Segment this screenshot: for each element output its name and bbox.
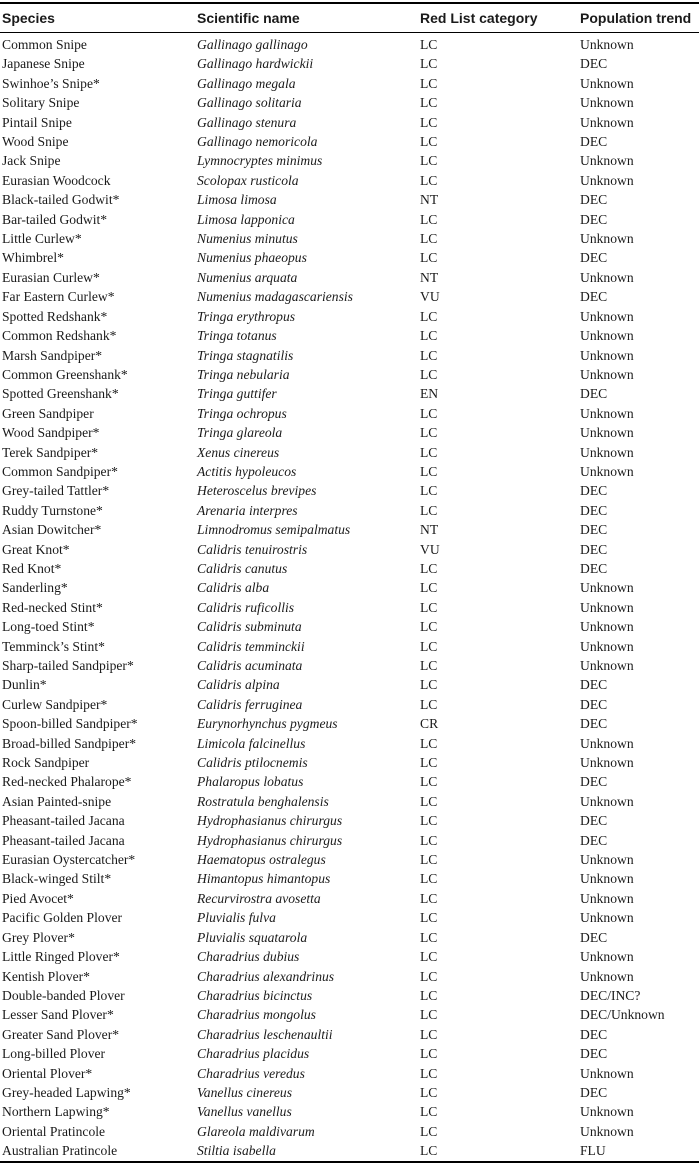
cell-scientific-name: Hydrophasianus chirurgus — [197, 832, 343, 848]
cell-red-list-category: LC — [420, 696, 438, 712]
cell-population-trend: Unknown — [580, 114, 634, 130]
table-row — [0, 33, 699, 55]
cell-red-list-category: EN — [420, 386, 439, 402]
cell-species: Pheasant-tailed Jacana — [2, 832, 125, 848]
table-row — [0, 656, 699, 675]
table-row — [0, 132, 699, 151]
cell-population-trend: Unknown — [580, 1065, 634, 1081]
cell-species: Pacific Golden Plover — [2, 910, 123, 926]
table-row — [0, 869, 699, 888]
table-row — [0, 1083, 699, 1102]
cell-scientific-name: Heteroscelus brevipes — [197, 483, 317, 499]
cell-scientific-name: Charadrius bicinctus — [197, 987, 313, 1003]
cell-red-list-category: LC — [420, 308, 438, 324]
table-row — [0, 1064, 699, 1083]
cell-population-trend: DEC/Unknown — [580, 1007, 665, 1023]
cell-red-list-category: LC — [420, 599, 438, 615]
cell-red-list-category: LC — [420, 832, 438, 848]
cell-red-list-category: LC — [420, 852, 438, 868]
cell-red-list-category: LC — [420, 56, 438, 72]
table-row — [0, 93, 699, 112]
cell-population-trend: Unknown — [580, 328, 634, 344]
cell-population-trend: Unknown — [580, 968, 634, 984]
cell-species: Red Knot* — [2, 560, 62, 576]
cell-species: Great Knot* — [2, 541, 70, 557]
cell-species: Eurasian Curlew* — [2, 269, 100, 285]
cell-scientific-name: Numenius minutus — [197, 231, 298, 247]
table-row — [0, 404, 699, 423]
cell-scientific-name: Phalaropus lobatus — [197, 774, 304, 790]
table-row — [0, 1102, 699, 1121]
cell-population-trend: DEC — [580, 832, 608, 848]
table-row — [0, 423, 699, 442]
cell-species: Lesser Sand Plover* — [2, 1007, 114, 1023]
cell-scientific-name: Gallinago nemoricola — [197, 134, 318, 150]
cell-population-trend: Unknown — [580, 366, 634, 382]
cell-population-trend: Unknown — [580, 599, 634, 615]
cell-scientific-name: Gallinago gallinago — [197, 37, 308, 52]
cell-species: Double-banded Plover — [2, 987, 125, 1003]
cell-scientific-name: Charadrius mongolus — [197, 1007, 316, 1023]
cell-red-list-category: LC — [420, 949, 438, 965]
cell-scientific-name: Actitis hypoleucos — [197, 463, 297, 479]
cell-population-trend: Unknown — [580, 405, 634, 421]
cell-population-trend: Unknown — [580, 463, 634, 479]
cell-red-list-category: LC — [420, 1104, 438, 1120]
cell-species: Grey Plover* — [2, 929, 75, 945]
cell-scientific-name: Calidris subminuta — [197, 619, 302, 635]
cell-red-list-category: LC — [420, 580, 438, 596]
cell-scientific-name: Pluvialis fulva — [197, 910, 276, 926]
cell-red-list-category: LC — [420, 347, 438, 363]
cell-population-trend: Unknown — [580, 444, 634, 460]
table-row — [0, 578, 699, 597]
cell-red-list-category: LC — [420, 638, 438, 654]
cell-species: Whimbrel* — [2, 250, 64, 266]
cell-population-trend: DEC — [580, 774, 608, 790]
cell-scientific-name: Numenius phaeopus — [197, 250, 307, 266]
cell-species: Black-winged Stilt* — [2, 871, 112, 887]
cell-red-list-category: LC — [420, 560, 438, 576]
table-row — [0, 443, 699, 462]
cell-species: Long-toed Stint* — [2, 619, 95, 635]
table-row — [0, 171, 699, 190]
cell-population-trend: Unknown — [580, 231, 634, 247]
cell-species: Greater Sand Plover* — [2, 1026, 120, 1042]
cell-scientific-name: Tringa stagnatilis — [197, 347, 294, 363]
cell-scientific-name: Numenius arquata — [197, 269, 298, 285]
table-row — [0, 540, 699, 559]
cell-red-list-category: NT — [420, 192, 439, 208]
table-row — [0, 365, 699, 384]
table-row — [0, 520, 699, 539]
cell-scientific-name: Tringa ochropus — [197, 405, 287, 421]
table-row — [0, 210, 699, 229]
table-row — [0, 384, 699, 403]
table-row — [0, 675, 699, 694]
cell-population-trend: DEC — [580, 483, 608, 499]
cell-scientific-name: Glareola maldivarum — [197, 1123, 315, 1139]
cell-species: Asian Painted-snipe — [2, 793, 112, 809]
cell-scientific-name: Calidris alba — [197, 580, 270, 596]
cell-species: Long-billed Plover — [2, 1046, 106, 1062]
cell-red-list-category: LC — [420, 328, 438, 344]
cell-red-list-category: LC — [420, 231, 438, 247]
cell-red-list-category: LC — [420, 405, 438, 421]
cell-scientific-name: Calidris canutus — [197, 560, 288, 576]
cell-species: Japanese Snipe — [2, 56, 85, 72]
cell-population-trend: Unknown — [580, 735, 634, 751]
cell-species: Sanderling* — [2, 580, 68, 596]
cell-scientific-name: Recurvirostra avosetta — [197, 890, 321, 906]
cell-scientific-name: Scolopax rusticola — [197, 172, 299, 188]
cell-red-list-category: LC — [420, 1123, 438, 1139]
cell-scientific-name: Gallinago megala — [197, 75, 296, 91]
cell-red-list-category: LC — [420, 211, 438, 227]
cell-population-trend: Unknown — [580, 425, 634, 441]
table-body — [0, 33, 699, 1162]
table-row — [0, 714, 699, 733]
table-row — [0, 928, 699, 947]
cell-population-trend: DEC — [580, 929, 608, 945]
cell-red-list-category: LC — [420, 677, 438, 693]
cell-population-trend: DEC — [580, 696, 608, 712]
table-row — [0, 248, 699, 267]
cell-species: Jack Snipe — [2, 153, 61, 169]
cell-species: Pheasant-tailed Jacana — [2, 813, 125, 829]
table-row — [0, 151, 699, 170]
cell-species: Common Redshank* — [2, 328, 117, 344]
cell-scientific-name: Hydrophasianus chirurgus — [197, 813, 343, 829]
cell-species: Eurasian Woodcock — [2, 172, 111, 188]
cell-species: Ruddy Turnstone* — [2, 502, 103, 518]
cell-population-trend: Unknown — [580, 37, 634, 52]
cell-scientific-name: Calidris acuminata — [197, 658, 303, 673]
cell-red-list-category: LC — [420, 929, 438, 945]
cell-population-trend: Unknown — [580, 1123, 634, 1139]
cell-species: Black-tailed Godwit* — [2, 192, 120, 208]
table-row — [0, 1044, 699, 1063]
cell-scientific-name: Rostratula benghalensis — [197, 793, 329, 809]
cell-red-list-category: LC — [420, 1046, 438, 1062]
header-row — [0, 3, 699, 33]
cell-red-list-category: LC — [420, 871, 438, 887]
cell-species: Oriental Plover* — [2, 1065, 93, 1081]
table-row — [0, 1005, 699, 1024]
cell-scientific-name: Calidris tenuirostris — [197, 541, 308, 557]
table-row — [0, 908, 699, 927]
cell-species: Eurasian Oystercatcher* — [2, 852, 136, 868]
table-row — [0, 501, 699, 520]
cell-species: Spotted Greenshank* — [2, 386, 119, 402]
table-row — [0, 326, 699, 345]
cell-population-trend: DEC — [580, 522, 608, 538]
cell-scientific-name: Haematopus ostralegus — [197, 852, 326, 868]
cell-population-trend: DEC — [580, 677, 608, 693]
header-red-list-category: Red List category — [418, 3, 578, 33]
cell-population-trend: DEC — [580, 813, 608, 829]
cell-species: Asian Dowitcher* — [2, 522, 102, 538]
cell-population-trend: DEC — [580, 289, 608, 305]
cell-species: Temminck’s Stint* — [2, 638, 105, 654]
cell-red-list-category: LC — [420, 37, 438, 52]
cell-population-trend: Unknown — [580, 949, 634, 965]
cell-red-list-category: LC — [420, 658, 438, 673]
cell-scientific-name: Limosa lapponica — [197, 211, 295, 227]
cell-population-trend: DEC — [580, 134, 608, 150]
cell-scientific-name: Tringa guttifer — [197, 386, 277, 402]
table-row — [0, 617, 699, 636]
cell-scientific-name: Pluvialis squatarola — [197, 929, 308, 945]
cell-population-trend: FLU — [578, 1141, 699, 1161]
cell-species: Common Greenshank* — [2, 366, 128, 382]
cell-scientific-name: Charadrius leschenaultii — [197, 1026, 333, 1042]
cell-scientific-name: Numenius madagascariensis — [197, 289, 353, 305]
cell-red-list-category: LC — [420, 444, 438, 460]
table-row — [0, 695, 699, 714]
cell-species: Solitary Snipe — [2, 95, 80, 111]
cell-red-list-category: LC — [420, 987, 438, 1003]
cell-red-list-category: LC — [420, 463, 438, 479]
cell-population-trend: DEC — [580, 1046, 608, 1062]
cell-scientific-name: Calidris alpina — [197, 677, 280, 693]
cell-species: Pintail Snipe — [2, 114, 72, 130]
table-row — [0, 734, 699, 753]
cell-population-trend: DEC/INC? — [580, 987, 641, 1003]
cell-red-list-category: LC — [418, 1141, 578, 1161]
table-row — [0, 190, 699, 209]
cell-population-trend: DEC — [580, 1084, 608, 1100]
cell-population-trend: DEC — [580, 502, 608, 518]
cell-red-list-category: LC — [420, 502, 438, 518]
table-header — [0, 3, 699, 33]
cell-scientific-name: Limnodromus semipalmatus — [197, 522, 351, 538]
cell-species: Spoon-billed Sandpiper* — [2, 716, 138, 732]
table-row — [0, 1025, 699, 1044]
cell-species: Far Eastern Curlew* — [2, 289, 115, 305]
table-row — [0, 113, 699, 132]
header-population-trend: Population trend — [578, 3, 699, 33]
cell-species: Bar-tailed Godwit* — [2, 211, 108, 227]
cell-scientific-name: Xenus cinereus — [197, 444, 280, 460]
table-row — [0, 287, 699, 306]
cell-scientific-name: Charadrius placidus — [197, 1046, 310, 1062]
cell-population-trend: DEC — [580, 386, 608, 402]
cell-red-list-category: LC — [420, 968, 438, 984]
cell-population-trend: Unknown — [580, 755, 634, 771]
cell-population-trend: DEC — [580, 211, 608, 227]
cell-population-trend: Unknown — [580, 852, 634, 868]
header-scientific-name: Scientific name — [195, 3, 418, 33]
cell-red-list-category: LC — [420, 483, 438, 499]
cell-species: Red-necked Stint* — [2, 599, 103, 615]
cell-scientific-name: Lymnocryptes minimus — [197, 153, 323, 169]
cell-population-trend: DEC — [580, 560, 608, 576]
table-row — [0, 986, 699, 1005]
cell-population-trend: DEC — [580, 716, 608, 732]
cell-red-list-category: CR — [420, 716, 439, 732]
cell-scientific-name: Charadrius alexandrinus — [197, 968, 335, 984]
cell-scientific-name: Tringa glareola — [197, 425, 283, 441]
cell-red-list-category: LC — [420, 1084, 438, 1100]
cell-red-list-category: LC — [420, 134, 438, 150]
cell-red-list-category: NT — [420, 522, 439, 538]
cell-species: Grey-headed Lapwing* — [2, 1084, 131, 1100]
cell-species: Green Sandpiper — [2, 405, 94, 421]
cell-species: Sharp-tailed Sandpiper* — [2, 658, 134, 673]
table-row — [0, 74, 699, 93]
table-row — [0, 967, 699, 986]
table-row — [0, 792, 699, 811]
cell-scientific-name: Tringa erythropus — [197, 308, 296, 324]
cell-scientific-name: Tringa nebularia — [197, 366, 290, 382]
cell-red-list-category: LC — [420, 1026, 438, 1042]
cell-species: Red-necked Phalarope* — [2, 774, 132, 790]
cell-population-trend: DEC — [580, 541, 608, 557]
cell-species: Pied Avocet* — [2, 890, 74, 906]
table-row — [0, 1122, 699, 1141]
table-row — [0, 889, 699, 908]
cell-species: Dunlin* — [2, 677, 47, 693]
cell-population-trend: Unknown — [580, 793, 634, 809]
cell-species: Australian Pratincole — [0, 1141, 195, 1161]
cell-population-trend: Unknown — [580, 910, 634, 926]
cell-scientific-name: Tringa totanus — [197, 328, 277, 344]
cell-population-trend: DEC — [580, 1026, 608, 1042]
cell-population-trend: Unknown — [580, 658, 634, 673]
cell-species: Broad-billed Sandpiper* — [2, 735, 137, 751]
cell-scientific-name: Gallinago hardwickii — [197, 56, 314, 72]
cell-red-list-category: LC — [420, 619, 438, 635]
table-row — [0, 346, 699, 365]
cell-population-trend: DEC — [580, 250, 608, 266]
table-row — [0, 462, 699, 481]
cell-population-trend: Unknown — [580, 619, 634, 635]
cell-species: Northern Lapwing* — [2, 1104, 110, 1120]
cell-scientific-name: Calidris temminckii — [197, 638, 305, 654]
cell-species: Marsh Sandpiper* — [2, 347, 103, 363]
cell-scientific-name: Vanellus cinereus — [197, 1084, 293, 1100]
table-row — [0, 229, 699, 248]
cell-red-list-category: LC — [420, 172, 438, 188]
table-row — [0, 772, 699, 791]
cell-red-list-category: LC — [420, 774, 438, 790]
table-row — [0, 559, 699, 578]
cell-species: Wood Snipe — [2, 134, 69, 150]
cell-red-list-category: LC — [420, 735, 438, 751]
table-row — [0, 753, 699, 772]
cell-scientific-name: Charadrius veredus — [197, 1065, 305, 1081]
cell-species: Curlew Sandpiper* — [2, 696, 108, 712]
cell-red-list-category: LC — [420, 75, 438, 91]
table-row — [0, 637, 699, 656]
cell-scientific-name: Charadrius dubius — [197, 949, 300, 965]
cell-scientific-name: Gallinago stenura — [197, 114, 297, 130]
cell-scientific-name: Himantopus himantopus — [197, 871, 331, 887]
cell-red-list-category: LC — [420, 250, 438, 266]
header-species: Species — [0, 3, 195, 33]
cell-red-list-category: LC — [420, 755, 438, 771]
table-row — [0, 850, 699, 869]
cell-population-trend: Unknown — [580, 75, 634, 91]
cell-red-list-category: LC — [420, 366, 438, 382]
cell-population-trend: Unknown — [580, 308, 634, 324]
cell-red-list-category: LC — [420, 793, 438, 809]
table-row — [0, 481, 699, 500]
cell-population-trend: Unknown — [580, 347, 634, 363]
cell-scientific-name: Calidris ptilocnemis — [197, 755, 308, 771]
cell-scientific-name: Eurynorhynchus pygmeus — [197, 716, 338, 732]
cell-scientific-name: Stiltia isabella — [195, 1141, 418, 1161]
cell-species: Rock Sandpiper — [2, 755, 90, 771]
cell-scientific-name: Arenaria interpres — [197, 502, 298, 518]
cell-population-trend: Unknown — [580, 269, 634, 285]
cell-species: Grey-tailed Tattler* — [2, 483, 110, 499]
cell-red-list-category: LC — [420, 1007, 438, 1023]
cell-species: Common Sandpiper* — [2, 463, 118, 479]
cell-scientific-name: Limosa limosa — [197, 192, 277, 208]
cell-species: Spotted Redshank* — [2, 308, 108, 324]
cell-scientific-name: Calidris ferruginea — [197, 696, 303, 712]
cell-red-list-category: LC — [420, 425, 438, 441]
cell-population-trend: DEC — [580, 56, 608, 72]
cell-population-trend: Unknown — [580, 1104, 634, 1120]
cell-red-list-category: LC — [420, 95, 438, 111]
cell-species: Kentish Plover* — [2, 968, 90, 984]
cell-population-trend: Unknown — [580, 95, 634, 111]
cell-red-list-category: LC — [420, 813, 438, 829]
cell-species: Terek Sandpiper* — [2, 444, 99, 460]
table-row — [0, 947, 699, 966]
cell-population-trend: DEC — [580, 192, 608, 208]
table-row — [0, 831, 699, 850]
cell-red-list-category: LC — [420, 910, 438, 926]
cell-red-list-category: VU — [420, 541, 440, 557]
cell-scientific-name: Limicola falcinellus — [197, 735, 306, 751]
cell-species: Swinhoe’s Snipe* — [2, 75, 100, 91]
table-row — [0, 54, 699, 73]
cell-red-list-category: LC — [420, 1065, 438, 1081]
cell-species: Little Curlew* — [2, 231, 82, 247]
table-row — [0, 598, 699, 617]
cell-species: Wood Sandpiper* — [2, 425, 100, 441]
cell-population-trend: Unknown — [580, 890, 634, 906]
table-row — [0, 811, 699, 830]
cell-species: Little Ringed Plover* — [2, 949, 120, 965]
species-table — [0, 2, 699, 1163]
cell-population-trend: Unknown — [580, 871, 634, 887]
cell-species: Oriental Pratincole — [2, 1123, 106, 1139]
cell-population-trend: Unknown — [580, 153, 634, 169]
cell-population-trend: Unknown — [580, 580, 634, 596]
cell-red-list-category: VU — [420, 289, 440, 305]
cell-scientific-name: Calidris ruficollis — [197, 599, 295, 615]
cell-species: Common Snipe — [2, 37, 87, 52]
cell-red-list-category: LC — [420, 890, 438, 906]
cell-red-list-category: LC — [420, 114, 438, 130]
cell-scientific-name: Gallinago solitaria — [197, 95, 302, 111]
cell-red-list-category: NT — [420, 269, 439, 285]
table-row — [0, 1141, 699, 1161]
table-row — [0, 307, 699, 326]
cell-population-trend: Unknown — [580, 638, 634, 654]
cell-population-trend: Unknown — [580, 172, 634, 188]
cell-scientific-name: Vanellus vanellus — [197, 1104, 292, 1120]
cell-red-list-category: LC — [420, 153, 438, 169]
table-row — [0, 268, 699, 287]
